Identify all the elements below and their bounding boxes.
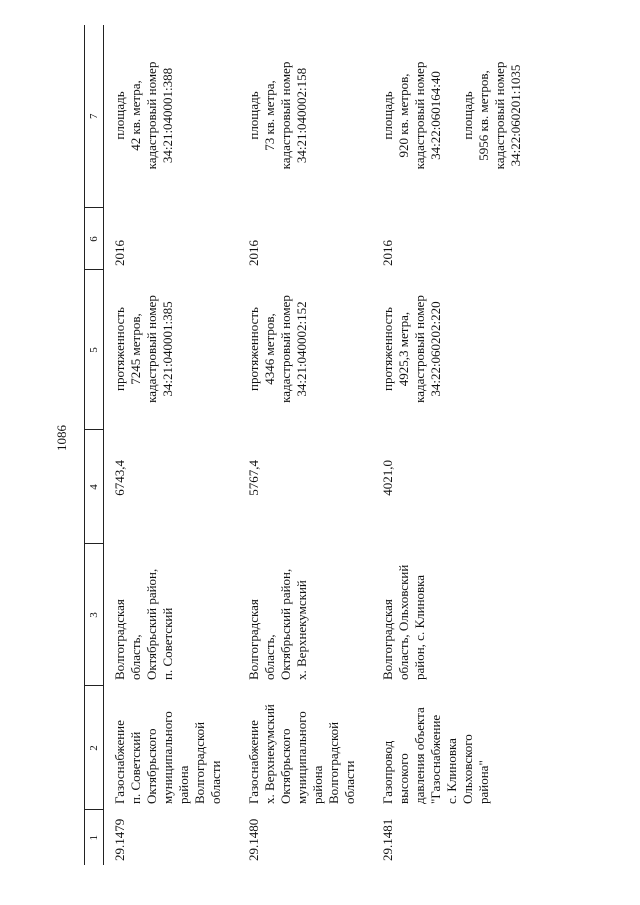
object-name-line: п. Советский [128, 731, 143, 804]
land-plot-cell [372, 25, 538, 208]
object-name-line: с. Клиновка [444, 738, 459, 804]
land-plot-cell [238, 25, 372, 208]
object-length-line: 4925,3 метра, [396, 311, 411, 387]
object-name-line: Газоснабжение [246, 720, 261, 804]
object-length-line: 7245 метров, [128, 313, 143, 385]
land-plot-line: 34:22:060201:1035 [508, 64, 523, 167]
object-length-line: 4346 метров, [262, 313, 277, 385]
object-name-cell [372, 686, 538, 810]
object-address-cell [104, 544, 239, 686]
object-value-cell: 5767,4 [246, 460, 261, 496]
land-plot-line: 5956 кв. метров, [476, 70, 491, 161]
object-name-line: Октябрьского [278, 728, 293, 804]
object-name-cell [238, 686, 372, 810]
header-row [85, 25, 104, 865]
object-length-line: протяженность [112, 307, 127, 391]
land-plot-line: площадь [112, 91, 127, 140]
column-header: 1 [85, 810, 104, 865]
table-row [238, 25, 372, 865]
land-plot-line: кадастровый номер [492, 61, 507, 170]
land-plot-line: 34:22:060164:40 [428, 71, 443, 160]
year-cell: 2016 [380, 240, 395, 266]
objects-table [84, 25, 538, 865]
land-plot-line: 34:21:040001:388 [160, 67, 175, 164]
object-name-line: области [342, 760, 357, 804]
table-row [372, 25, 538, 865]
object-address-line: Волгоградская [380, 599, 395, 680]
object-address-cell [372, 544, 538, 686]
land-plot-line: 42 кв. метра, [128, 80, 143, 151]
land-plot-line: кадастровый номер [144, 61, 159, 170]
column-header: 7 [85, 25, 104, 208]
object-address-line: область, [262, 634, 277, 680]
object-address-line: область, [128, 634, 143, 680]
object-length-cell [238, 270, 372, 430]
object-address-cell [238, 544, 372, 686]
column-header: 2 [85, 686, 104, 810]
land-plot-line: кадастровый номер [412, 61, 427, 170]
year-cell: 2016 [112, 240, 127, 266]
column-header: 6 [85, 208, 104, 270]
land-plot-line: 34:21:040002:158 [294, 67, 309, 164]
object-name-line: Октябрьского [144, 728, 159, 804]
object-length-line: протяженность [246, 307, 261, 391]
land-plot-line: 73 кв. метра, [262, 80, 277, 151]
year-cell: 2016 [246, 240, 261, 266]
object-address-line: Волгоградская [112, 599, 127, 680]
object-length-line: 34:21:040002:152 [294, 301, 309, 397]
land-plot-line: площадь [246, 91, 261, 140]
land-plot-line: площадь [380, 91, 395, 140]
object-length-line: кадастровый номер [412, 295, 427, 403]
land-plot-line: площадь [460, 91, 475, 140]
object-address-line: район, с. Клиновка [412, 574, 427, 680]
table-row [104, 25, 239, 865]
object-name-line: района Волгоградской [176, 721, 207, 804]
object-length-line: протяженность [380, 307, 395, 391]
object-value-cell: 6743,4 [112, 460, 127, 496]
land-plot-line [444, 29, 460, 202]
column-header: 3 [85, 544, 104, 686]
object-name-line: давления объекта [412, 707, 427, 804]
land-plot-cell [104, 25, 239, 208]
object-name-line: муниципального [294, 711, 309, 804]
land-plot-line: 920 кв. метров, [396, 73, 411, 158]
object-value-cell: 4021,0 [380, 460, 395, 496]
object-address-line: Октябрьский район, [278, 568, 293, 680]
object-name-line: Ольховского района" [460, 734, 491, 804]
row-number-cell: 29.1479 [112, 818, 127, 861]
row-number-cell: 29.1480 [246, 818, 261, 861]
object-name-line: х. Верхнекумский [262, 704, 277, 804]
object-length-line: 34:22:060202:220 [428, 301, 443, 397]
object-length-cell [372, 270, 538, 430]
object-name-cell [104, 686, 239, 810]
object-address-line: х. Верхнекумский [294, 580, 309, 680]
object-name-line: Газоснабжение [112, 720, 127, 804]
object-name-line: муниципального [160, 711, 175, 804]
column-header: 4 [85, 430, 104, 544]
object-name-line: Газопровод высокого [380, 740, 411, 804]
object-name-line: "Газоснабжение [428, 714, 443, 804]
object-length-line: 34:21:040001:385 [160, 301, 175, 397]
object-length-line: кадастровый номер [144, 295, 159, 403]
object-address-line: Октябрьский район, [144, 568, 159, 680]
object-length-cell [104, 270, 239, 430]
object-address-line: п. Советский [160, 607, 175, 680]
column-header: 5 [85, 270, 104, 430]
object-name-line: района Волгоградской [310, 721, 341, 804]
object-address-line: Волгоградская [246, 599, 261, 680]
land-plot-line: кадастровый номер [278, 61, 293, 170]
object-name-line: области [208, 760, 223, 804]
page-number: 1086 [54, 425, 69, 451]
object-address-line: область, Ольховский [396, 564, 411, 680]
object-length-line: кадастровый номер [278, 295, 293, 403]
row-number-cell: 29.1481 [380, 818, 395, 861]
rotated-page [84, 25, 524, 865]
